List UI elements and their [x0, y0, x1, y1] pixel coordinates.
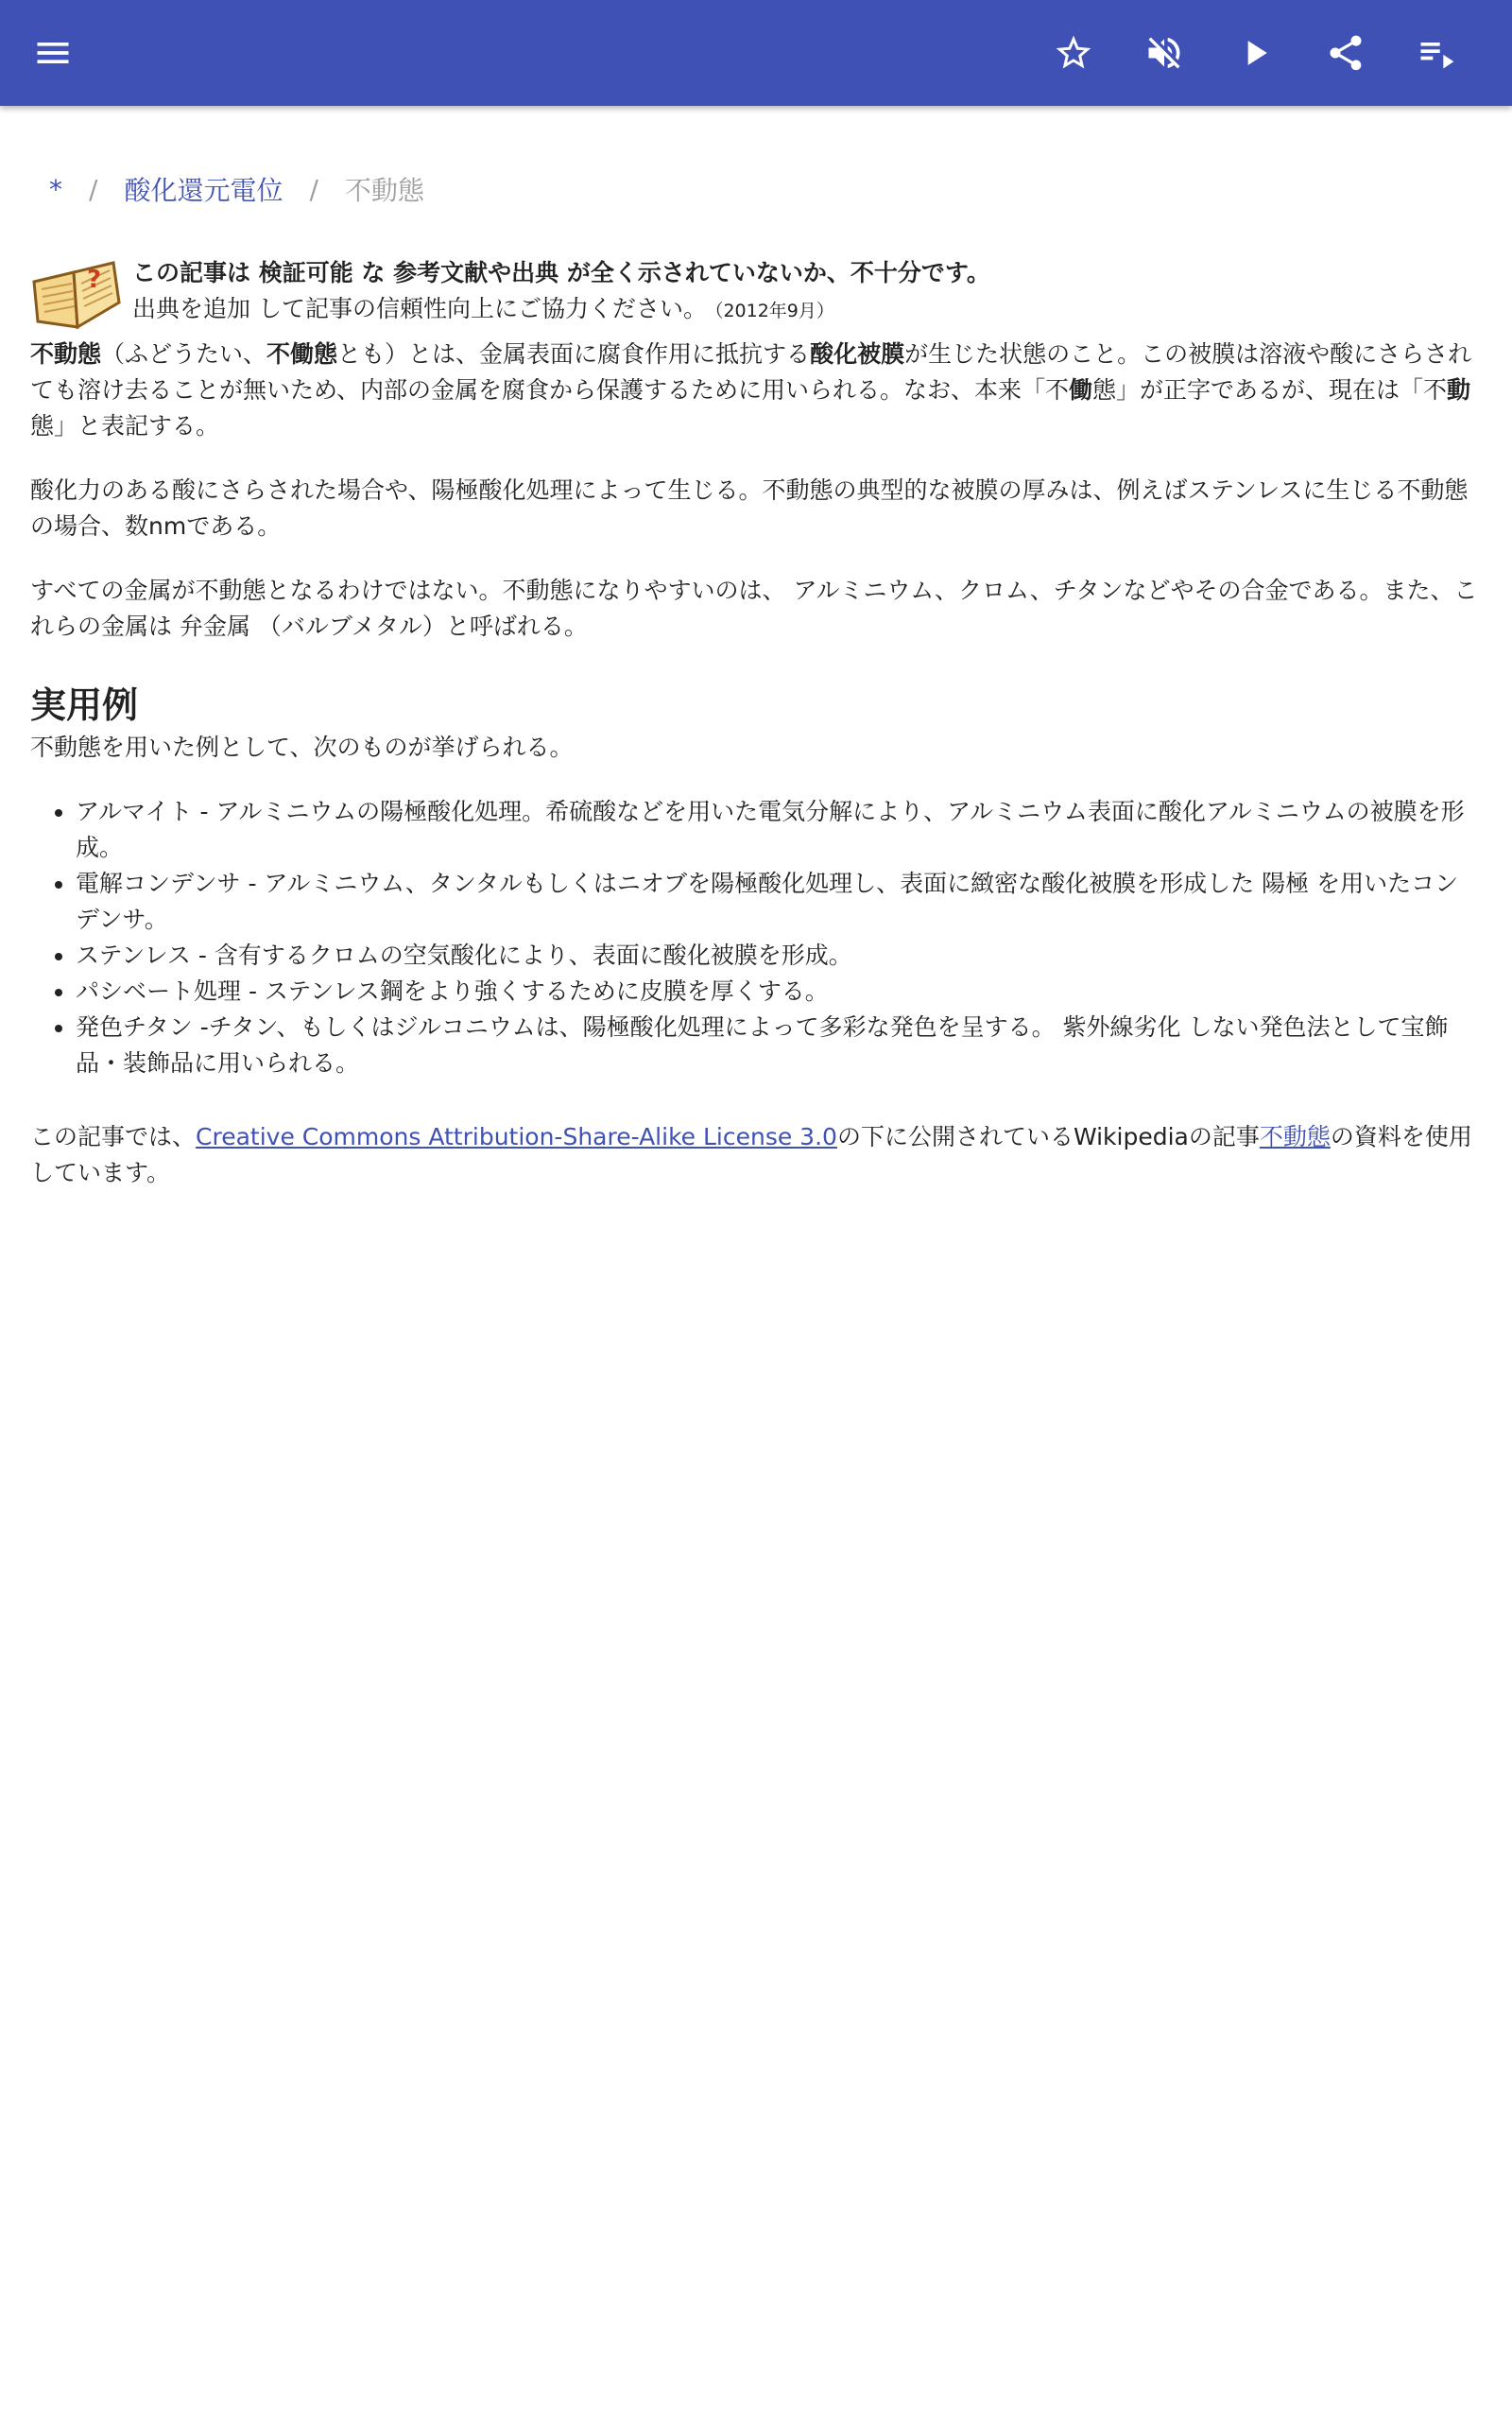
notice-subtitle: 出典を追加 して記事の信頼性向上にご協力ください。 （2012年9月）	[132, 295, 834, 322]
star-outline-icon[interactable]	[1043, 23, 1104, 83]
breadcrumb-current: 不動態	[344, 175, 424, 206]
svg-text:?: ?	[87, 266, 102, 294]
breadcrumb-home-link[interactable]: *	[49, 173, 62, 205]
section-intro: 不動態を用いた例として、次のものが挙げられる。	[30, 734, 574, 761]
list-item: • パシベート処理 - ステンレス鋼をより強くするために皮膜を厚くする。	[76, 974, 1482, 1010]
source-article-link[interactable]: 不動態	[1259, 1123, 1331, 1150]
breadcrumb-parent-link[interactable]: 酸化還元電位	[124, 175, 284, 206]
examples-list	[30, 794, 1482, 1081]
app-bar	[0, 0, 1512, 106]
list-item: • 発色チタン -チタン、もしくはジルコニウムは、陽極酸化処理によって多彩な発色を呈する。 紫外線劣化 しない発色法として宝飾品・装飾品に用いられる。	[76, 1010, 1482, 1081]
playlist-icon[interactable]	[1406, 23, 1467, 83]
paragraph-formation: 酸化力のある酸にさらされた場合や、陽極酸化処理によって生じる。不動態の典型的な被膜の厚みは、例えばステンレスに生じる不動態の場合、数nmである。	[30, 476, 1469, 540]
list-item: • 電解コンデンサ - アルミニウム、タンタルもしくはニオブを陽極酸化処理し、表面に緻密な酸化被膜を形成した 陽極 を用いたコンデンサ。	[76, 866, 1482, 938]
share-icon[interactable]	[1315, 23, 1376, 83]
menu-icon[interactable]	[23, 23, 83, 83]
paragraph-metals: すべての金属が不動態となるわけではない。不動態になりやすいのは、 アルミニウム、クロム、チタンなどやその合金である。また、これらの金属は 弁金属 （バルブメタル）と呼ばれる。	[30, 577, 1478, 640]
article-content	[30, 106, 1482, 1191]
intro-paragraph: 不動態（ふどうたい、不働態とも）とは、金属表面に腐食作用に抵抗する酸化被膜が生じた状態のこと。この被膜は溶液や酸にさらされても溶け去ることが無いため、内部の金属を腐食から保護するために用いられる。なお、本来「不働態」が正字であるが、現在は「不動態」と表記する。	[30, 340, 1472, 440]
license-link[interactable]: Creative Commons Attribution-Share-Alike License 3.0	[196, 1123, 837, 1150]
breadcrumb-separator: /	[309, 173, 318, 205]
notice-title: この記事は 検証可能 な 参考文献や出典 が全く示されていないか、不十分です。	[132, 259, 990, 286]
list-item: • ステンレス - 含有するクロムの空気酸化により、表面に酸化被膜を形成。	[76, 938, 1482, 974]
breadcrumb-separator: /	[89, 173, 98, 205]
citation-notice	[30, 255, 1482, 331]
volume-off-icon[interactable]	[1134, 23, 1194, 83]
notice-date: （2012年9月）	[713, 301, 834, 321]
play-icon[interactable]	[1225, 23, 1285, 83]
book-question-icon	[30, 255, 123, 331]
breadcrumb	[30, 166, 1482, 212]
section-heading: 実用例	[30, 684, 139, 726]
list-item: • アルマイト - アルミニウムの陽極酸化処理。希硫酸などを用いた電気分解により、アルミニウム表面に酸化アルミニウムの被膜を形成。	[76, 794, 1482, 866]
license-notice: この記事では、Creative Commons Attribution-Share-Alike License 3.0の下に公開されているWikipediaの記事不動態の資料を使用しています。	[30, 1123, 1472, 1186]
